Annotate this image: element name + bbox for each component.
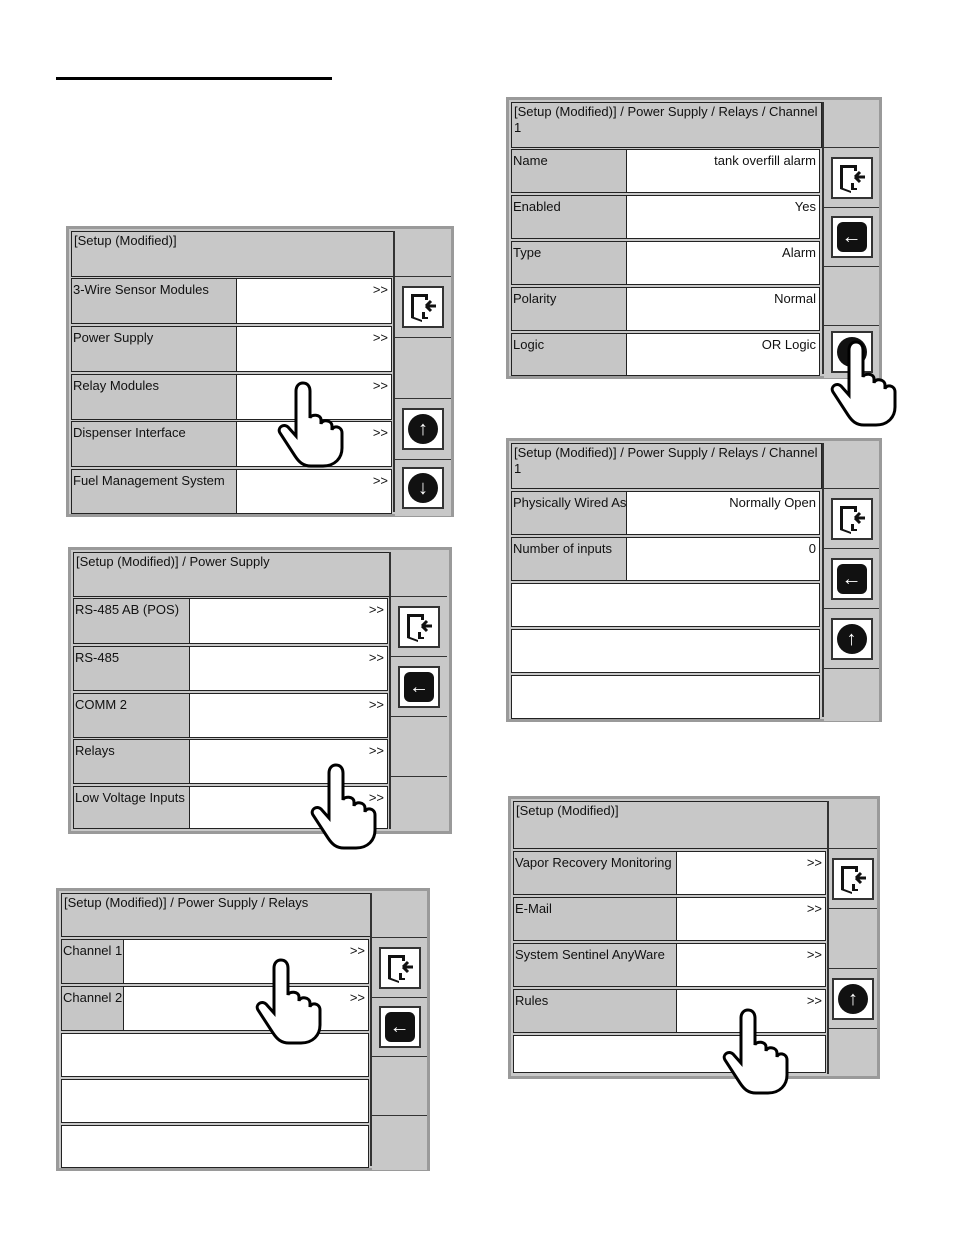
arrow-up-icon: ↑ [838, 984, 868, 1014]
menu-row-comm-2[interactable] [73, 693, 388, 738]
side-blank-cell [391, 777, 447, 831]
field-row-logic[interactable] [511, 333, 820, 376]
row-value: >> [806, 993, 822, 1008]
menu-row-vapor-recovery-monitoring[interactable] [513, 851, 826, 895]
exit-cell [372, 938, 427, 998]
scroll-down-button[interactable] [402, 467, 444, 509]
side-blank-cell [829, 801, 877, 849]
up-cell [824, 609, 879, 669]
pointing-hand-icon [253, 955, 323, 1045]
row-label: Power Supply [72, 327, 237, 371]
exit-icon [837, 162, 867, 194]
row-label: E-Mail [514, 898, 677, 940]
button-column [822, 443, 879, 717]
row-label: 3-Wire Sensor Modules [72, 279, 237, 323]
side-blank-cell [824, 443, 879, 489]
row-label: Type [512, 242, 627, 284]
back-button[interactable] [831, 216, 873, 258]
scroll-up-button[interactable] [831, 618, 873, 660]
side-blank-cell [395, 338, 451, 399]
row-value: Normally Open [729, 495, 816, 510]
menu-row-3-wire-sensor-modules[interactable] [71, 278, 392, 324]
menu-row-rs-485-ab-pos[interactable] [73, 598, 388, 644]
panel-title: [Setup (Modified)] / Power Supply / Relays / Channel 1 [511, 102, 822, 148]
row-label: Name [512, 150, 627, 192]
row-value: Alarm [782, 245, 816, 260]
row-label: Polarity [512, 288, 627, 330]
field-row-physically-wired-as[interactable] [511, 491, 820, 535]
row-value: >> [368, 697, 384, 712]
setup-panel [66, 226, 454, 517]
row-value: >> [372, 473, 388, 488]
row-label: Channel 1 [62, 940, 124, 983]
side-blank-cell [372, 893, 427, 938]
row-label: RS-485 [74, 647, 190, 690]
up-cell [829, 969, 877, 1029]
exit-button[interactable] [832, 858, 874, 900]
row-value: >> [368, 743, 384, 758]
exit-icon [404, 611, 434, 643]
empty-row [511, 583, 820, 627]
row-label: System Sentinel AnyWare [514, 944, 677, 986]
back-button[interactable] [398, 666, 440, 708]
row-label: Relays [74, 740, 190, 783]
exit-cell [824, 489, 879, 549]
exit-cell [395, 277, 451, 338]
row-label: Number of inputs [512, 538, 627, 580]
row-label: Rules [514, 990, 677, 1032]
back-button[interactable] [831, 558, 873, 600]
row-label: RS-485 AB (POS) [74, 599, 190, 643]
panel-title: [Setup (Modified)] / Power Supply [73, 552, 390, 597]
row-value: >> [349, 943, 365, 958]
side-blank-cell [391, 552, 447, 597]
button-column [822, 102, 879, 374]
pointing-hand-icon [828, 337, 898, 427]
panel-title: [Setup (Modified)] [513, 801, 828, 849]
side-blank-cell [829, 909, 877, 969]
row-value: >> [806, 901, 822, 916]
side-blank-cell [824, 267, 879, 326]
arrow-left-icon: ← [404, 672, 434, 702]
row-value: Yes [794, 199, 816, 214]
side-blank-cell [395, 231, 451, 277]
panel-title: [Setup (Modified)] [71, 231, 394, 277]
button-column [393, 231, 451, 512]
button-column [827, 801, 877, 1074]
side-blank-cell [391, 717, 447, 777]
panel-title: [Setup (Modified)] / Power Supply / Relays [61, 893, 371, 937]
side-blank-cell [824, 102, 879, 148]
empty-row [61, 1079, 369, 1123]
scroll-up-button[interactable] [832, 978, 874, 1020]
down-cell [395, 460, 451, 516]
exit-cell [829, 849, 877, 909]
exit-button[interactable] [831, 498, 873, 540]
exit-button[interactable] [398, 606, 440, 648]
row-label: Vapor Recovery Monitoring [514, 852, 677, 894]
back-button[interactable] [379, 1006, 421, 1048]
row-value: >> [372, 378, 388, 393]
row-value: >> [372, 282, 388, 297]
row-label: Physically Wired As [512, 492, 627, 534]
back-cell [391, 657, 447, 717]
section-underline [56, 77, 332, 80]
field-row-polarity[interactable] [511, 287, 820, 331]
side-blank-cell [824, 669, 879, 721]
row-label: Fuel Management System [72, 470, 237, 513]
field-row-enabled[interactable] [511, 195, 820, 239]
field-row-name[interactable] [511, 149, 820, 193]
exit-icon [838, 863, 868, 895]
exit-icon [837, 503, 867, 535]
power-supply-panel [68, 547, 452, 834]
exit-button[interactable] [379, 947, 421, 989]
row-label: Dispenser Interface [72, 422, 237, 466]
row-label: Logic [512, 334, 627, 375]
row-value: 0 [808, 541, 816, 556]
row-label: Relay Modules [72, 375, 237, 419]
button-column [389, 552, 447, 829]
empty-row [61, 1125, 369, 1168]
side-blank-cell [372, 1057, 427, 1116]
row-value: tank overfill alarm [714, 153, 816, 168]
field-row-type[interactable] [511, 241, 820, 285]
row-value: >> [372, 425, 388, 440]
row-value: >> [372, 330, 388, 345]
menu-row-power-supply[interactable] [71, 326, 392, 372]
side-blank-cell [372, 1116, 427, 1170]
field-row-number-of-inputs[interactable] [511, 537, 820, 581]
exit-button[interactable] [831, 157, 873, 199]
menu-row-rs-485[interactable] [73, 646, 388, 691]
panel-title: [Setup (Modified)] / Power Supply / Relays / Channel 1 [511, 443, 822, 489]
row-value: OR Logic [761, 337, 816, 352]
arrow-left-icon: ← [385, 1012, 415, 1042]
menu-row-e-mail[interactable] [513, 897, 826, 941]
up-cell [395, 399, 451, 460]
row-label: Enabled [512, 196, 627, 238]
pointing-hand-icon [720, 1005, 790, 1095]
row-value: >> [368, 790, 384, 805]
channel-1-page-2-panel [506, 438, 882, 722]
back-cell [824, 549, 879, 609]
row-value: >> [806, 947, 822, 962]
row-value: >> [368, 650, 384, 665]
arrow-left-icon: ← [837, 564, 867, 594]
exit-button[interactable] [402, 286, 444, 328]
menu-row-fuel-management-system[interactable] [71, 469, 392, 514]
row-label: Channel 2 [62, 987, 124, 1030]
scroll-up-button[interactable] [402, 408, 444, 450]
exit-cell [391, 597, 447, 657]
back-cell [824, 208, 879, 267]
channel-1-panel [506, 97, 882, 379]
pointing-hand-icon [275, 378, 345, 468]
arrow-left-icon: ← [837, 222, 867, 252]
pointing-hand-icon [308, 760, 378, 850]
empty-row [511, 629, 820, 673]
setup-panel-page-2 [508, 796, 880, 1079]
side-blank-cell [829, 1029, 877, 1075]
button-column [370, 893, 427, 1166]
empty-row [511, 675, 820, 719]
exit-cell [824, 148, 879, 208]
exit-icon [385, 952, 415, 984]
row-value: Normal [774, 291, 816, 306]
arrow-up-icon: ↑ [837, 624, 867, 654]
relays-panel [56, 888, 430, 1171]
row-label: COMM 2 [74, 694, 190, 737]
row-value: >> [349, 990, 365, 1005]
row-label: Low Voltage Inputs [74, 787, 190, 828]
back-cell [372, 998, 427, 1057]
menu-row-system-sentinel-anyware[interactable] [513, 943, 826, 987]
row-value: >> [368, 602, 384, 617]
exit-icon [408, 291, 438, 323]
arrow-up-icon: ↑ [408, 414, 438, 444]
arrow-down-icon: ↓ [408, 473, 438, 503]
row-value: >> [806, 855, 822, 870]
